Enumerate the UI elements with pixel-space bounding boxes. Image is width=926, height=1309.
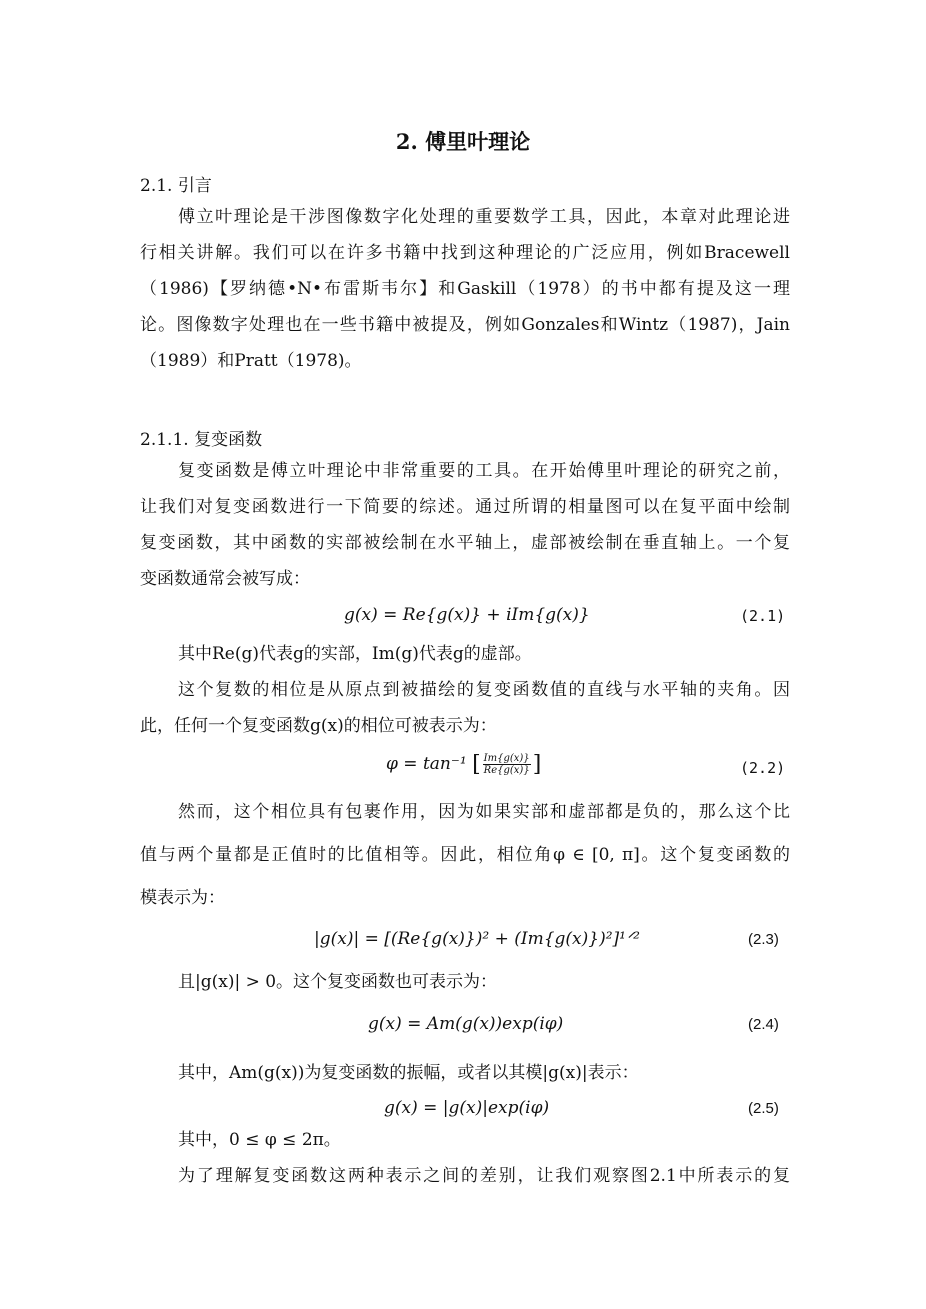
complex-p5: 且|g(x)| > 0。这个复变函数也可表示为：: [178, 972, 498, 992]
equation-number-2-2: (2.2): [740, 759, 786, 777]
complex-p1-line-3: 复变函数，其中函数的实部被绘制在水平轴上，虚部被绘制在垂直轴上。一个复: [140, 533, 790, 553]
complex-p4-line-2: 值与两个量都是正值时的比值相等。因此，相位角φ ∈ [0, π]。这个复变函数的: [140, 845, 790, 865]
complex-p7: 其中，0 ≤ φ ≤ 2π。: [178, 1130, 341, 1150]
equation-2-2-lhs: φ = tan⁻¹: [386, 754, 467, 774]
equation-number-2-5: (2.5): [748, 1100, 779, 1117]
intro-line-4: 论。图像数字处理也在一些书籍中被提及，例如Gonzales和Wintz（1987)，Jain: [140, 315, 790, 335]
equation-number-2-1: (2.1): [740, 607, 786, 625]
equation-number-2-3: (2.3): [748, 931, 779, 948]
intro-line-3: （1986)【罗纳德•N•布雷斯韦尔】和Gaskill（1978）的书中都有提及这一理: [140, 279, 790, 299]
intro-line-2: 行相关讲解。我们可以在许多书籍中找到这种理论的广泛应用，例如Bracewell: [140, 243, 790, 263]
complex-p1-line-2: 让我们对复变函数进行一下简要的综述。通过所谓的相量图可以在复平面中绘制: [140, 497, 790, 517]
complex-p3-line-1: 这个复数的相位是从原点到被描绘的复变函数值的直线与水平轴的夹角。因: [178, 680, 790, 700]
complex-p1-line-4: 变函数通常会被写成：: [140, 569, 310, 589]
equation-2-5: g(x) = |g(x)|exp(iφ): [384, 1098, 550, 1118]
section-heading-2-1: 2.1. 引言: [140, 176, 212, 196]
intro-line-5: （1989）和Pratt（1978)。: [140, 351, 362, 371]
complex-p4-line-1: 然而，这个相位具有包裹作用，因为如果实部和虚部都是负的，那么这个比: [178, 802, 790, 822]
complex-p2: 其中Re(g)代表g的实部，Im(g)代表g的虚部。: [178, 644, 532, 664]
complex-p3-line-2: 此，任何一个复变函数g(x)的相位可被表示为：: [140, 716, 497, 736]
equation-2-2: φ = tan⁻¹ [ $\frac{Im\{g(x)\}}{Re\{g(x)\}}$ ]: [386, 752, 542, 777]
equation-2-3: |g(x)| = [(Re{g(x)})² + (Im{g(x)})²]¹ᐟ²: [314, 929, 640, 949]
equation-2-2-fraction: [483, 753, 531, 776]
fraction-numerator: Im{g(x)}: [483, 753, 530, 764]
complex-p4-line-3: 模表示为：: [140, 888, 225, 908]
equation-number-2-4: (2.4): [748, 1016, 779, 1033]
intro-line-1: 傅立叶理论是干涉图像数字化处理的重要数学工具，因此，本章对此理论进: [178, 207, 790, 227]
fraction-denominator: Re{g(x)}: [483, 765, 530, 776]
complex-p8: 为了理解复变函数这两种表示之间的差别，让我们观察图2.1中所表示的复: [178, 1166, 790, 1186]
complex-p6: 其中，Am(g(x))为复变函数的振幅，或者以其模|g(x)|表示：: [178, 1063, 639, 1083]
chapter-title: 2. 傅里叶理论: [395, 129, 531, 154]
section-heading-2-1-1: 2.1.1. 复变函数: [140, 430, 263, 450]
equation-2-1: g(x) = Re{g(x)} + iIm{g(x)}: [344, 605, 590, 625]
equation-2-4: g(x) = Am(g(x))exp(iφ): [368, 1014, 564, 1034]
complex-p1-line-1: 复变函数是傅立叶理论中非常重要的工具。在开始傅里叶理论的研究之前，: [178, 461, 790, 481]
